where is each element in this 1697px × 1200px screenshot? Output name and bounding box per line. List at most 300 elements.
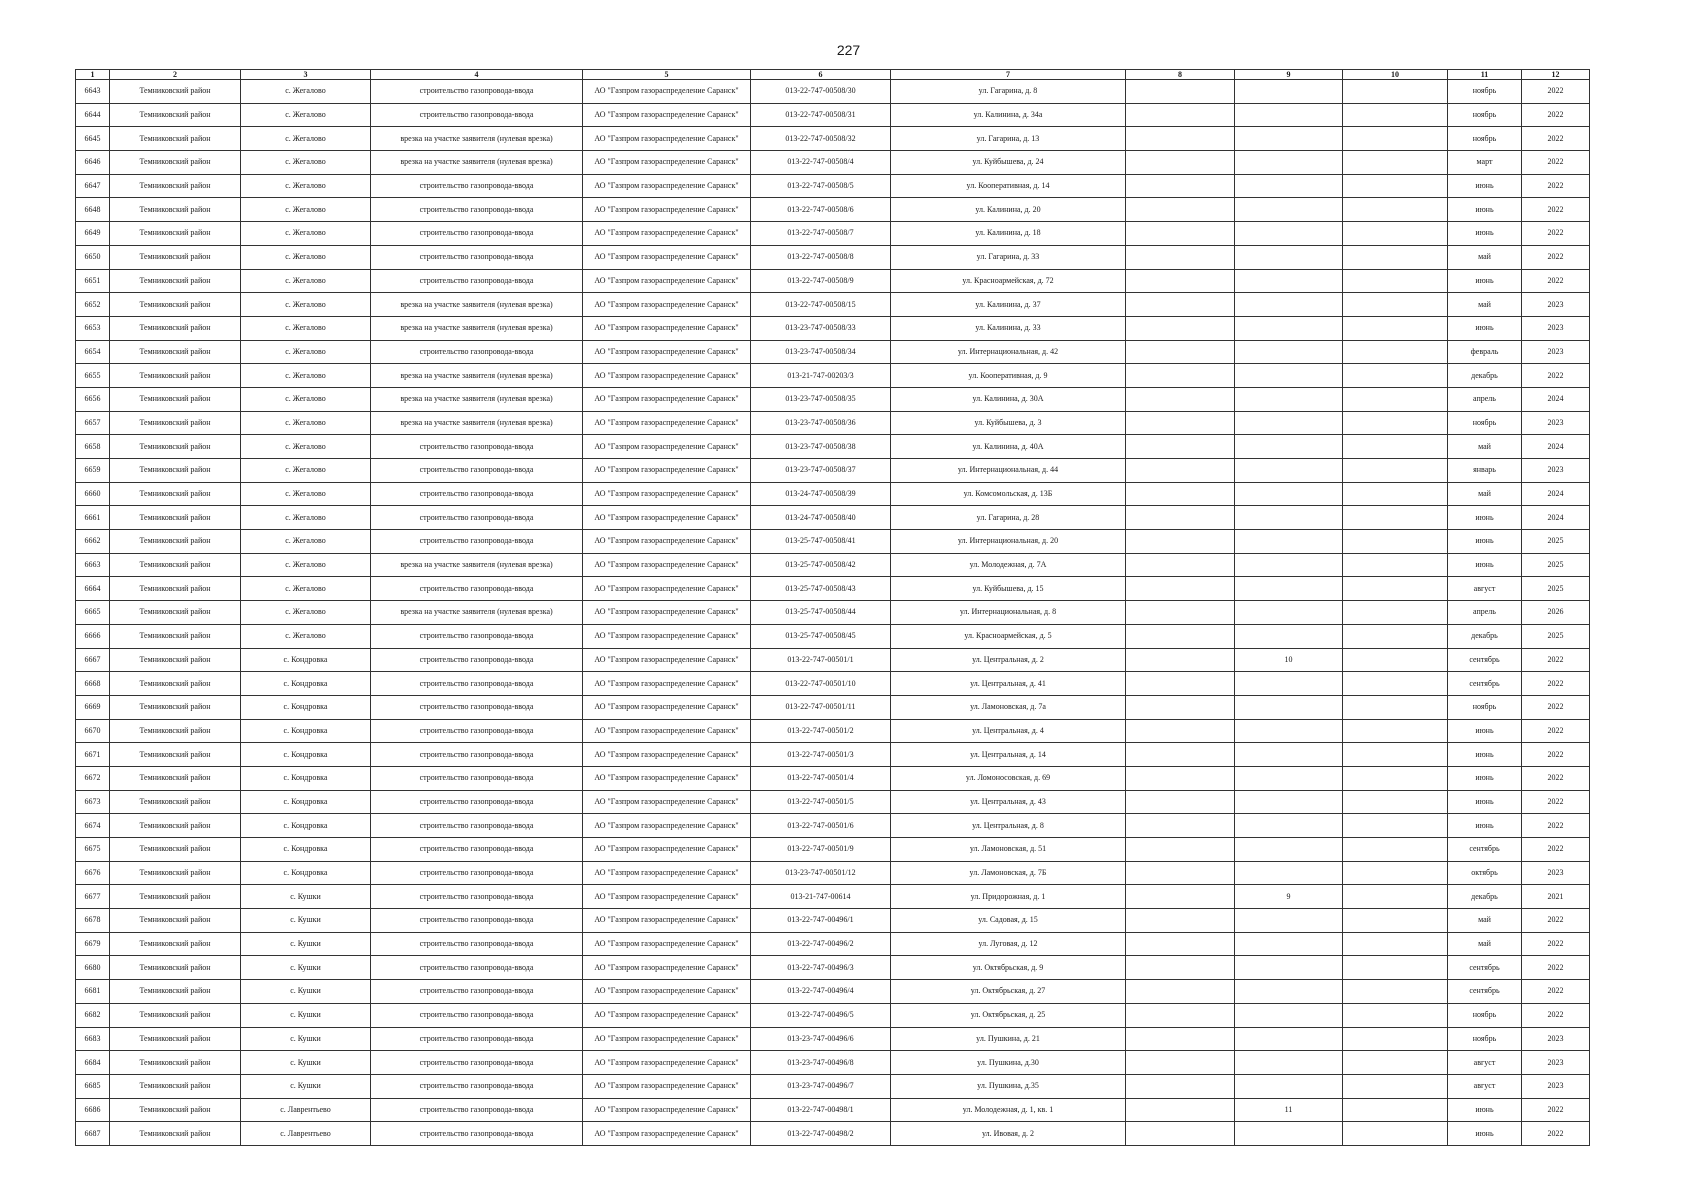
table-row xyxy=(76,577,1590,601)
cell-organization: АО "Газпром газораспределение Саранск" xyxy=(583,222,751,246)
cell-col-10 xyxy=(1343,648,1448,672)
cell-col-10 xyxy=(1343,790,1448,814)
cell-col-8 xyxy=(1126,151,1235,175)
cell-organization: АО "Газпром газораспределение Саранск" xyxy=(583,553,751,577)
cell-settlement: с. Кушки xyxy=(241,980,371,1004)
cell-col-9 xyxy=(1235,387,1343,411)
cell-number: 6676 xyxy=(76,861,110,885)
cell-number: 6674 xyxy=(76,814,110,838)
cell-work-type: строительство газопровода-ввода xyxy=(371,624,583,648)
cell-organization: АО "Газпром газораспределение Саранск" xyxy=(583,577,751,601)
cell-col-10 xyxy=(1343,766,1448,790)
cell-address: ул. Центральная, д. 41 xyxy=(891,672,1126,696)
column-header: 4 xyxy=(371,70,583,80)
cell-col-10 xyxy=(1343,80,1448,104)
cell-col-8 xyxy=(1126,222,1235,246)
table-row xyxy=(76,269,1590,293)
cell-number: 6683 xyxy=(76,1027,110,1051)
cell-col-10 xyxy=(1343,459,1448,483)
cell-month: июнь xyxy=(1448,1122,1522,1146)
cell-organization: АО "Газпром газораспределение Саранск" xyxy=(583,269,751,293)
table-row xyxy=(76,293,1590,317)
cell-month: июнь xyxy=(1448,198,1522,222)
cell-col-8 xyxy=(1126,387,1235,411)
cell-organization: АО "Газпром газораспределение Саранск" xyxy=(583,766,751,790)
cell-settlement: с. Жегалово xyxy=(241,387,371,411)
cell-address: ул. Комсомольская, д. 13Б xyxy=(891,482,1126,506)
cell-col-10 xyxy=(1343,364,1448,388)
column-header: 8 xyxy=(1126,70,1235,80)
cell-address: ул. Гагарина, д. 13 xyxy=(891,127,1126,151)
cell-col-9 xyxy=(1235,459,1343,483)
cell-year: 2025 xyxy=(1522,530,1590,554)
cell-organization: АО "Газпром газораспределение Саранск" xyxy=(583,411,751,435)
cell-work-type: врезка на участке заявителя (нулевая врезка) xyxy=(371,553,583,577)
cell-col-8 xyxy=(1126,980,1235,1004)
cell-col-8 xyxy=(1126,1003,1235,1027)
cell-address: ул. Пушкина, д. 21 xyxy=(891,1027,1126,1051)
cell-month: июнь xyxy=(1448,553,1522,577)
cell-settlement: с. Жегалово xyxy=(241,293,371,317)
cell-col-9 xyxy=(1235,482,1343,506)
cell-year: 2022 xyxy=(1522,790,1590,814)
cell-col-10 xyxy=(1343,222,1448,246)
cell-settlement: с. Жегалово xyxy=(241,151,371,175)
cell-col-9: 9 xyxy=(1235,885,1343,909)
table-row xyxy=(76,1098,1590,1122)
header-row xyxy=(76,70,1590,80)
cell-work-type: строительство газопровода-ввода xyxy=(371,103,583,127)
cell-col-8 xyxy=(1126,103,1235,127)
cell-settlement: с. Кушки xyxy=(241,1074,371,1098)
cell-col-9 xyxy=(1235,1003,1343,1027)
cell-settlement: с. Жегалово xyxy=(241,482,371,506)
cell-col-8 xyxy=(1126,364,1235,388)
cell-col-9 xyxy=(1235,435,1343,459)
cell-number: 6682 xyxy=(76,1003,110,1027)
cell-col-9 xyxy=(1235,506,1343,530)
cell-work-type: врезка на участке заявителя (нулевая врезка) xyxy=(371,387,583,411)
cell-contract-number: 013-22-747-00501/11 xyxy=(751,695,891,719)
cell-work-type: строительство газопровода-ввода xyxy=(371,814,583,838)
cell-number: 6669 xyxy=(76,695,110,719)
cell-organization: АО "Газпром газораспределение Саранск" xyxy=(583,459,751,483)
cell-work-type: врезка на участке заявителя (нулевая врезка) xyxy=(371,601,583,625)
cell-organization: АО "Газпром газораспределение Саранск" xyxy=(583,482,751,506)
table-row xyxy=(76,103,1590,127)
cell-contract-number: 013-22-747-00501/5 xyxy=(751,790,891,814)
cell-district: Темниковский район xyxy=(110,1003,241,1027)
cell-year: 2022 xyxy=(1522,80,1590,104)
table-row xyxy=(76,601,1590,625)
cell-col-9 xyxy=(1235,790,1343,814)
cell-col-10 xyxy=(1343,435,1448,459)
cell-district: Темниковский район xyxy=(110,222,241,246)
cell-year: 2023 xyxy=(1522,411,1590,435)
cell-col-10 xyxy=(1343,956,1448,980)
cell-settlement: с. Кондровка xyxy=(241,719,371,743)
cell-district: Темниковский район xyxy=(110,743,241,767)
cell-contract-number: 013-25-747-00508/43 xyxy=(751,577,891,601)
cell-work-type: строительство газопровода-ввода xyxy=(371,245,583,269)
cell-year: 2026 xyxy=(1522,601,1590,625)
cell-district: Темниковский район xyxy=(110,1051,241,1075)
cell-number: 6673 xyxy=(76,790,110,814)
cell-organization: АО "Газпром газораспределение Саранск" xyxy=(583,838,751,862)
cell-col-9 xyxy=(1235,103,1343,127)
cell-address: ул. Ламоновская, д. 51 xyxy=(891,838,1126,862)
cell-organization: АО "Газпром газораспределение Саранск" xyxy=(583,624,751,648)
cell-year: 2023 xyxy=(1522,459,1590,483)
cell-col-8 xyxy=(1126,743,1235,767)
cell-month: февраль xyxy=(1448,340,1522,364)
cell-number: 6662 xyxy=(76,530,110,554)
cell-number: 6657 xyxy=(76,411,110,435)
table-row xyxy=(76,1122,1590,1146)
cell-address: ул. Красноармейская, д. 72 xyxy=(891,269,1126,293)
cell-organization: АО "Газпром газораспределение Саранск" xyxy=(583,719,751,743)
cell-organization: АО "Газпром газораспределение Саранск" xyxy=(583,198,751,222)
cell-col-8 xyxy=(1126,838,1235,862)
cell-number: 6646 xyxy=(76,151,110,175)
cell-year: 2021 xyxy=(1522,885,1590,909)
cell-month: июнь xyxy=(1448,506,1522,530)
cell-year: 2022 xyxy=(1522,980,1590,1004)
cell-year: 2023 xyxy=(1522,1074,1590,1098)
cell-col-10 xyxy=(1343,838,1448,862)
cell-address: ул. Ломоносовская, д. 69 xyxy=(891,766,1126,790)
table-row xyxy=(76,1051,1590,1075)
cell-settlement: с. Жегалово xyxy=(241,198,371,222)
cell-col-8 xyxy=(1126,814,1235,838)
cell-settlement: с. Жегалово xyxy=(241,80,371,104)
cell-col-10 xyxy=(1343,909,1448,933)
cell-contract-number: 013-25-747-00508/45 xyxy=(751,624,891,648)
cell-contract-number: 013-23-747-00496/8 xyxy=(751,1051,891,1075)
cell-settlement: с. Кушки xyxy=(241,932,371,956)
table-row xyxy=(76,506,1590,530)
cell-month: август xyxy=(1448,1051,1522,1075)
cell-col-8 xyxy=(1126,174,1235,198)
cell-work-type: строительство газопровода-ввода xyxy=(371,743,583,767)
cell-settlement: с. Кондровка xyxy=(241,695,371,719)
cell-month: июнь xyxy=(1448,530,1522,554)
table-row xyxy=(76,316,1590,340)
cell-year: 2025 xyxy=(1522,553,1590,577)
cell-year: 2022 xyxy=(1522,1122,1590,1146)
cell-settlement: с. Жегалово xyxy=(241,245,371,269)
cell-contract-number: 013-22-747-00501/3 xyxy=(751,743,891,767)
cell-district: Темниковский район xyxy=(110,577,241,601)
cell-contract-number: 013-22-747-00498/2 xyxy=(751,1122,891,1146)
cell-month: октябрь xyxy=(1448,861,1522,885)
cell-col-9 xyxy=(1235,553,1343,577)
table-row xyxy=(76,174,1590,198)
cell-organization: АО "Газпром газораспределение Саранск" xyxy=(583,1051,751,1075)
cell-contract-number: 013-23-747-00508/33 xyxy=(751,316,891,340)
cell-contract-number: 013-22-747-00498/1 xyxy=(751,1098,891,1122)
cell-year: 2022 xyxy=(1522,719,1590,743)
cell-month: ноябрь xyxy=(1448,1003,1522,1027)
cell-col-10 xyxy=(1343,340,1448,364)
table-row xyxy=(76,790,1590,814)
cell-month: ноябрь xyxy=(1448,80,1522,104)
cell-number: 6653 xyxy=(76,316,110,340)
cell-organization: АО "Газпром газораспределение Саранск" xyxy=(583,861,751,885)
table-row xyxy=(76,387,1590,411)
cell-col-8 xyxy=(1126,672,1235,696)
cell-year: 2022 xyxy=(1522,198,1590,222)
cell-organization: АО "Газпром газораспределение Саранск" xyxy=(583,956,751,980)
cell-col-8 xyxy=(1126,553,1235,577)
cell-col-9 xyxy=(1235,293,1343,317)
cell-settlement: с. Жегалово xyxy=(241,316,371,340)
table-row xyxy=(76,222,1590,246)
cell-district: Темниковский район xyxy=(110,127,241,151)
cell-contract-number: 013-21-747-00203/3 xyxy=(751,364,891,388)
cell-contract-number: 013-22-747-00501/4 xyxy=(751,766,891,790)
cell-number: 6667 xyxy=(76,648,110,672)
table-row xyxy=(76,127,1590,151)
cell-district: Темниковский район xyxy=(110,766,241,790)
cell-number: 6671 xyxy=(76,743,110,767)
cell-address: ул. Калинина, д. 40А xyxy=(891,435,1126,459)
cell-number: 6663 xyxy=(76,553,110,577)
cell-month: ноябрь xyxy=(1448,695,1522,719)
cell-settlement: с. Лаврентьево xyxy=(241,1098,371,1122)
cell-organization: АО "Газпром газораспределение Саранск" xyxy=(583,1074,751,1098)
cell-year: 2024 xyxy=(1522,482,1590,506)
cell-organization: АО "Газпром газораспределение Саранск" xyxy=(583,530,751,554)
cell-organization: АО "Газпром газораспределение Саранск" xyxy=(583,672,751,696)
cell-month: декабрь xyxy=(1448,885,1522,909)
table-row xyxy=(76,814,1590,838)
cell-work-type: строительство газопровода-ввода xyxy=(371,648,583,672)
cell-settlement: с. Жегалово xyxy=(241,269,371,293)
cell-settlement: с. Кушки xyxy=(241,909,371,933)
cell-contract-number: 013-23-747-00508/34 xyxy=(751,340,891,364)
cell-year: 2022 xyxy=(1522,672,1590,696)
cell-col-10 xyxy=(1343,387,1448,411)
cell-contract-number: 013-22-747-00508/30 xyxy=(751,80,891,104)
cell-organization: АО "Газпром газораспределение Саранск" xyxy=(583,387,751,411)
cell-number: 6687 xyxy=(76,1122,110,1146)
cell-number: 6654 xyxy=(76,340,110,364)
cell-col-9 xyxy=(1235,956,1343,980)
cell-district: Темниковский район xyxy=(110,814,241,838)
cell-address: ул. Гагарина, д. 28 xyxy=(891,506,1126,530)
cell-work-type: строительство газопровода-ввода xyxy=(371,80,583,104)
cell-number: 6675 xyxy=(76,838,110,862)
cell-col-9 xyxy=(1235,1074,1343,1098)
cell-year: 2023 xyxy=(1522,293,1590,317)
cell-col-10 xyxy=(1343,577,1448,601)
cell-number: 6652 xyxy=(76,293,110,317)
cell-address: ул. Калинина, д. 18 xyxy=(891,222,1126,246)
cell-work-type: строительство газопровода-ввода xyxy=(371,1027,583,1051)
cell-district: Темниковский район xyxy=(110,838,241,862)
cell-address: ул. Кооперативная, д. 9 xyxy=(891,364,1126,388)
cell-address: ул. Пушкина, д.35 xyxy=(891,1074,1126,1098)
cell-month: август xyxy=(1448,577,1522,601)
cell-district: Темниковский район xyxy=(110,103,241,127)
cell-year: 2022 xyxy=(1522,364,1590,388)
cell-year: 2024 xyxy=(1522,387,1590,411)
cell-settlement: с. Жегалово xyxy=(241,553,371,577)
cell-col-9 xyxy=(1235,364,1343,388)
cell-col-10 xyxy=(1343,103,1448,127)
cell-organization: АО "Газпром газораспределение Саранск" xyxy=(583,648,751,672)
cell-contract-number: 013-22-747-00508/15 xyxy=(751,293,891,317)
table-row xyxy=(76,861,1590,885)
cell-contract-number: 013-24-747-00508/39 xyxy=(751,482,891,506)
cell-col-10 xyxy=(1343,1074,1448,1098)
cell-year: 2022 xyxy=(1522,103,1590,127)
cell-number: 6644 xyxy=(76,103,110,127)
cell-organization: АО "Газпром газораспределение Саранск" xyxy=(583,1098,751,1122)
cell-organization: АО "Газпром газораспределение Саранск" xyxy=(583,980,751,1004)
cell-organization: АО "Газпром газораспределение Саранск" xyxy=(583,103,751,127)
cell-month: июнь xyxy=(1448,766,1522,790)
cell-organization: АО "Газпром газораспределение Саранск" xyxy=(583,293,751,317)
cell-settlement: с. Жегалово xyxy=(241,577,371,601)
cell-organization: АО "Газпром газораспределение Саранск" xyxy=(583,885,751,909)
cell-contract-number: 013-23-747-00508/37 xyxy=(751,459,891,483)
cell-contract-number: 013-22-747-00501/9 xyxy=(751,838,891,862)
cell-address: ул. Луговая, д. 12 xyxy=(891,932,1126,956)
cell-settlement: с. Жегалово xyxy=(241,174,371,198)
cell-col-10 xyxy=(1343,1003,1448,1027)
cell-col-10 xyxy=(1343,980,1448,1004)
cell-month: сентябрь xyxy=(1448,956,1522,980)
cell-month: май xyxy=(1448,482,1522,506)
table-row xyxy=(76,956,1590,980)
cell-col-9 xyxy=(1235,814,1343,838)
cell-district: Темниковский район xyxy=(110,672,241,696)
cell-month: ноябрь xyxy=(1448,411,1522,435)
cell-col-8 xyxy=(1126,885,1235,909)
cell-year: 2022 xyxy=(1522,222,1590,246)
cell-col-9 xyxy=(1235,222,1343,246)
cell-col-8 xyxy=(1126,956,1235,980)
cell-number: 6681 xyxy=(76,980,110,1004)
cell-col-8 xyxy=(1126,790,1235,814)
cell-organization: АО "Газпром газораспределение Саранск" xyxy=(583,340,751,364)
cell-col-8 xyxy=(1126,530,1235,554)
cell-col-10 xyxy=(1343,245,1448,269)
cell-contract-number: 013-23-747-00508/35 xyxy=(751,387,891,411)
cell-col-8 xyxy=(1126,1051,1235,1075)
table-row xyxy=(76,719,1590,743)
table-body xyxy=(76,80,1590,1146)
cell-number: 6677 xyxy=(76,885,110,909)
cell-col-9 xyxy=(1235,1122,1343,1146)
cell-col-10 xyxy=(1343,269,1448,293)
table-row xyxy=(76,624,1590,648)
cell-settlement: с. Кондровка xyxy=(241,648,371,672)
cell-district: Темниковский район xyxy=(110,909,241,933)
cell-settlement: с. Кушки xyxy=(241,1003,371,1027)
cell-year: 2022 xyxy=(1522,932,1590,956)
cell-month: июнь xyxy=(1448,814,1522,838)
column-header: 7 xyxy=(891,70,1126,80)
cell-settlement: с. Лаврентьево xyxy=(241,1122,371,1146)
cell-month: сентябрь xyxy=(1448,648,1522,672)
cell-number: 6659 xyxy=(76,459,110,483)
cell-contract-number: 013-22-747-00501/1 xyxy=(751,648,891,672)
cell-work-type: строительство газопровода-ввода xyxy=(371,695,583,719)
cell-year: 2023 xyxy=(1522,1051,1590,1075)
cell-settlement: с. Кушки xyxy=(241,1027,371,1051)
cell-col-8 xyxy=(1126,601,1235,625)
cell-year: 2022 xyxy=(1522,814,1590,838)
cell-district: Темниковский район xyxy=(110,80,241,104)
cell-district: Темниковский район xyxy=(110,1122,241,1146)
cell-contract-number: 013-22-747-00508/8 xyxy=(751,245,891,269)
cell-col-9 xyxy=(1235,719,1343,743)
cell-col-8 xyxy=(1126,624,1235,648)
cell-col-9 xyxy=(1235,198,1343,222)
table-row xyxy=(76,151,1590,175)
cell-district: Темниковский район xyxy=(110,269,241,293)
cell-col-10 xyxy=(1343,198,1448,222)
cell-year: 2023 xyxy=(1522,1027,1590,1051)
cell-address: ул. Интернациональная, д. 8 xyxy=(891,601,1126,625)
cell-work-type: строительство газопровода-ввода xyxy=(371,672,583,696)
cell-address: ул. Калинина, д. 34а xyxy=(891,103,1126,127)
cell-col-9 xyxy=(1235,577,1343,601)
column-header: 5 xyxy=(583,70,751,80)
cell-district: Темниковский район xyxy=(110,459,241,483)
cell-work-type: строительство газопровода-ввода xyxy=(371,1003,583,1027)
cell-col-8 xyxy=(1126,506,1235,530)
table-row xyxy=(76,198,1590,222)
cell-work-type: врезка на участке заявителя (нулевая врезка) xyxy=(371,411,583,435)
cell-settlement: с. Кондровка xyxy=(241,766,371,790)
cell-number: 6668 xyxy=(76,672,110,696)
cell-month: июнь xyxy=(1448,174,1522,198)
cell-contract-number: 013-22-747-00508/9 xyxy=(751,269,891,293)
cell-contract-number: 013-25-747-00508/44 xyxy=(751,601,891,625)
cell-number: 6684 xyxy=(76,1051,110,1075)
cell-number: 6680 xyxy=(76,956,110,980)
cell-address: ул. Калинина, д. 20 xyxy=(891,198,1126,222)
cell-address: ул. Молодежная, д. 1, кв. 1 xyxy=(891,1098,1126,1122)
table-row xyxy=(76,482,1590,506)
cell-year: 2022 xyxy=(1522,174,1590,198)
cell-number: 6664 xyxy=(76,577,110,601)
cell-col-10 xyxy=(1343,695,1448,719)
cell-number: 6651 xyxy=(76,269,110,293)
cell-year: 2024 xyxy=(1522,435,1590,459)
table-row xyxy=(76,411,1590,435)
cell-contract-number: 013-22-747-00508/7 xyxy=(751,222,891,246)
cell-month: июнь xyxy=(1448,743,1522,767)
cell-year: 2022 xyxy=(1522,956,1590,980)
cell-col-9 xyxy=(1235,245,1343,269)
table-row xyxy=(76,553,1590,577)
cell-col-8 xyxy=(1126,861,1235,885)
cell-col-9 xyxy=(1235,316,1343,340)
cell-col-8 xyxy=(1126,1098,1235,1122)
cell-col-10 xyxy=(1343,814,1448,838)
cell-address: ул. Октябрьская, д. 9 xyxy=(891,956,1126,980)
cell-settlement: с. Жегалово xyxy=(241,364,371,388)
cell-col-9 xyxy=(1235,530,1343,554)
cell-col-8 xyxy=(1126,1074,1235,1098)
cell-number: 6661 xyxy=(76,506,110,530)
cell-contract-number: 013-21-747-00614 xyxy=(751,885,891,909)
